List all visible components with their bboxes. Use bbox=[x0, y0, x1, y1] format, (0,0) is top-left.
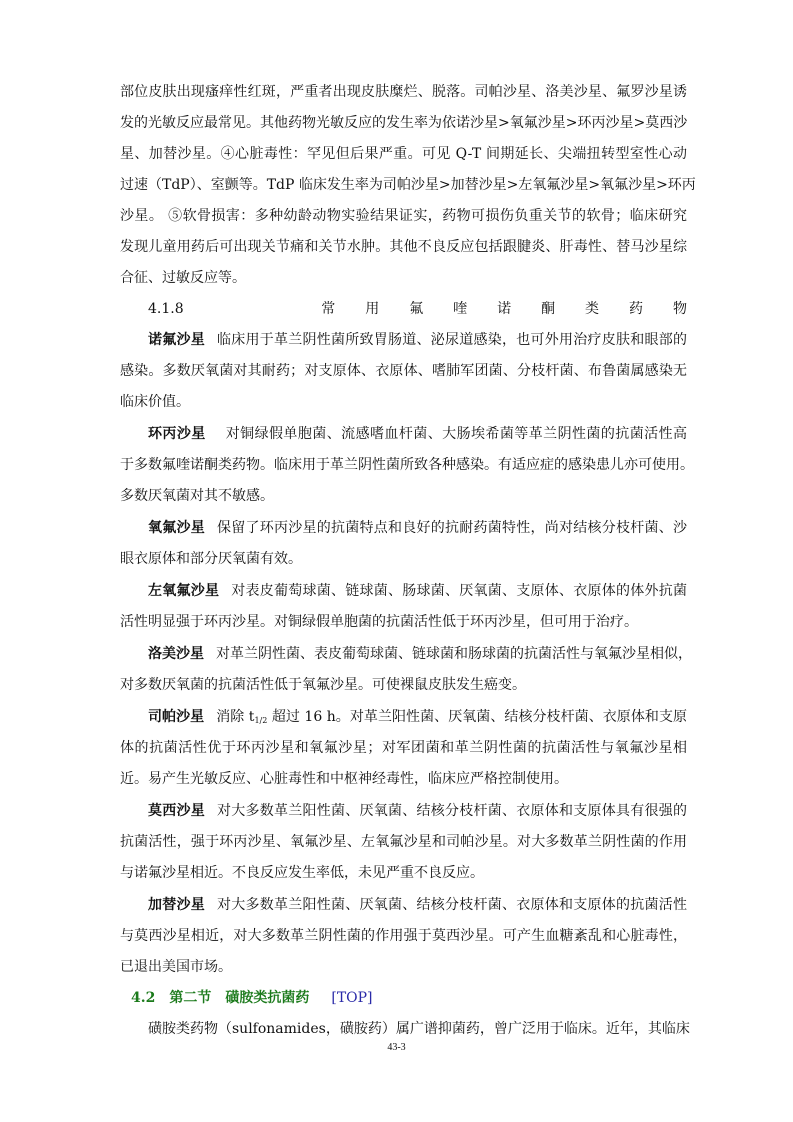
text-segment: 对大多数革兰阳性菌、厌氧菌、结核分枝杆菌、衣原体和支原体的抗菌活性 bbox=[217, 897, 687, 913]
text-line: 已退出美国市场。 bbox=[120, 959, 232, 975]
text-line: 部位皮肤出现瘙痒性红斑，严重者出现皮肤糜烂、脱落。司帕沙星、洛美沙星、氟罗沙星诱 bbox=[120, 84, 687, 100]
drug-name: 洛美沙星 bbox=[148, 646, 204, 662]
drug-list bbox=[120, 325, 694, 983]
text-line bbox=[120, 325, 687, 356]
text-line: 与诺氟沙星相近。不良反应发生率低，未见严重不良反应。 bbox=[120, 865, 484, 881]
drug-paragraph bbox=[120, 419, 694, 512]
subsection-heading bbox=[120, 294, 687, 325]
text-line: 活性明显强于环丙沙星。对铜绿假单胞菌的抗菌活性低于环丙沙星，但可用于治疗。 bbox=[120, 614, 638, 630]
text-line: 抗菌活性，强于环丙沙星、氧氟沙星、左氧氟沙星和司帕沙星。对大多数革兰阴性菌的作用 bbox=[120, 834, 687, 850]
text-segment: 对大多数革兰阳性菌、厌氧菌、结核分枝杆菌、衣原体和支原体具有很强的 bbox=[217, 803, 687, 819]
text-line: 于多数氟喹诺酮类药物。临床用于革兰阴性菌所致各种感染。有适应症的感染患儿亦可使用。 bbox=[120, 457, 694, 473]
text-line: 发的光敏反应最常见。其他药物光敏反应的发生率为依诺沙星>氧氟沙星>环丙沙星>莫西沙 bbox=[120, 115, 688, 131]
drug-name: 加替沙星 bbox=[148, 897, 205, 913]
drug-paragraph bbox=[120, 639, 692, 701]
drug-name: 左氧氟沙星 bbox=[148, 583, 220, 599]
subsection-number: 4.1.8 bbox=[148, 301, 184, 317]
text-line: 临床价值。 bbox=[120, 394, 190, 410]
subscript: 1/2 bbox=[254, 716, 268, 725]
text-line: 过速（TdP）、室颤等。TdP 临床发生率为司帕沙星>加替沙星>左氧氟沙星>氧氟沙星>环丙 bbox=[120, 177, 696, 193]
text-line: 感染。多数厌氧菌对其耐药；对支原体、衣原体、嗜肺军团菌、分枝杆菌、布鲁菌属感染无 bbox=[120, 363, 687, 379]
text-line bbox=[120, 513, 687, 544]
text-segment: 临床用于革兰阴性菌所致胃肠道、泌尿道感染，也可外用治疗皮肤和眼部的 bbox=[217, 332, 687, 348]
intro-line: 磺胺类药物（sulfonamides，磺胺药）属广谱抑菌药，曾广泛用于临床。近年，其临床 bbox=[148, 1021, 690, 1037]
text-line: 眼衣原体和部分厌氧菌有效。 bbox=[120, 551, 302, 567]
drug-name: 诺氟沙星 bbox=[148, 332, 205, 348]
text-segment: 消除 t bbox=[216, 709, 255, 725]
text-segment: 对表皮葡萄球菌、链球菌、肠球菌、厌氧菌、支原体、衣原体的体外抗菌 bbox=[231, 583, 687, 599]
text-line bbox=[120, 702, 687, 733]
continuation-paragraph bbox=[120, 77, 696, 294]
text-line: 星、加替沙星。④心脏毒性：罕见但后果严重。可见 Q-T 间期延长、尖端扭转型室性心动 bbox=[120, 146, 687, 162]
drug-paragraph bbox=[120, 890, 687, 983]
subsection-title: 常用氟喹诺酮类药物 bbox=[321, 301, 687, 317]
text-segment: 对革兰阴性菌、表皮葡萄球菌、链球菌和肠球菌的抗菌活性与氧氟沙星相似， bbox=[216, 646, 692, 662]
section-heading bbox=[120, 983, 687, 1014]
text-segment: 超过 16 h。对革兰阳性菌、厌氧菌、结核分枝杆菌、衣原体和支原 bbox=[267, 709, 688, 725]
text-segment: 对铜绿假单胞菌、流感嗜血杆菌、大肠埃希菌等革兰阴性菌的抗菌活性高 bbox=[225, 426, 688, 442]
text-line: 发现儿童用药后可出现关节痛和关节水肿。其他不良反应包括跟腱炎、肝毒性、替马沙星综 bbox=[120, 239, 687, 255]
text-line bbox=[120, 796, 687, 827]
drug-name: 莫西沙星 bbox=[148, 803, 205, 819]
text-line: 近。易产生光敏反应、心脏毒性和中枢神经毒性，临床应严格控制使用。 bbox=[120, 771, 568, 787]
document-body bbox=[120, 77, 696, 1045]
top-link[interactable]: [TOP] bbox=[331, 990, 373, 1006]
text-line bbox=[120, 576, 687, 607]
text-line: 对多数厌氧菌的抗菌活性低于氧氟沙星。可使裸鼠皮肤发生癌变。 bbox=[120, 677, 526, 693]
text-segment: 保留了环丙沙星的抗菌特点和良好的抗耐药菌特性，尚对结核分枝杆菌、沙 bbox=[217, 520, 687, 536]
text-line: 与莫西沙星相近，对大多数革兰阴性菌的作用强于莫西沙星。可产生血糖紊乱和心脏毒性， bbox=[120, 928, 687, 944]
text-line bbox=[120, 639, 692, 670]
text-line: 多数厌氧菌对其不敏感。 bbox=[120, 488, 274, 504]
text-line: 沙星。 ⑤软骨损害：多种幼龄动物实验结果证实，药物可损伤负重关节的软骨；临床研究 bbox=[120, 208, 687, 224]
text-line bbox=[120, 419, 687, 450]
drug-paragraph bbox=[120, 325, 687, 418]
drug-paragraph bbox=[120, 513, 687, 575]
page-number: 43-3 bbox=[387, 1042, 406, 1053]
drug-paragraph bbox=[120, 576, 687, 638]
section-chapter: 第二节 bbox=[169, 990, 212, 1006]
text-line: 体的抗菌活性优于环丙沙星和氧氟沙星；对军团菌和革兰阴性菌的抗菌活性与氧氟沙星相 bbox=[120, 740, 687, 756]
text-line: 合征、过敏反应等。 bbox=[120, 270, 246, 286]
drug-name: 氧氟沙星 bbox=[148, 520, 205, 536]
section-number: 4.2 bbox=[131, 990, 156, 1006]
drug-paragraph bbox=[120, 796, 687, 889]
section-title: 磺胺类抗菌药 bbox=[225, 990, 310, 1006]
drug-name: 环丙沙星 bbox=[148, 426, 206, 442]
drug-paragraph bbox=[120, 702, 687, 795]
text-line bbox=[120, 890, 687, 921]
drug-name: 司帕沙星 bbox=[148, 709, 205, 725]
